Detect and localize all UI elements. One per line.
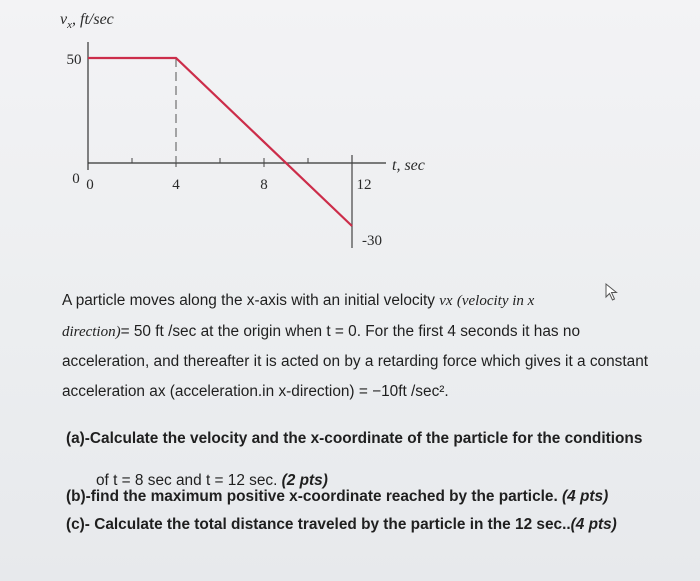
question-a-line1: (a)-Calculate the velocity and the x-coordinate of the particle for the conditions — [66, 430, 643, 447]
y-tick-0: 0 — [72, 171, 80, 187]
x-tick-label-8: 8 — [260, 177, 268, 193]
question-c: (c)- Calculate the total distance traveled by the particle in the 12 sec..(4 pts) — [66, 516, 617, 533]
question-a-line2: of t = 8 sec and t = 12 sec. (2 pts) — [96, 472, 328, 489]
problem-statement: A particle moves along the x-axis with an initial velocity vx (velocity in x direction)= 50 ft /sec at the origin when t = 0. For the first 4 seconds it has no acceleration, and thereafter it is acted on by a retarding force which gives it a constant acceleration ax (acceleration.in x-direction) = −10ft /sec². — [62, 292, 649, 400]
velocity-graph — [0, 0, 700, 281]
y-axis-label: $v_x$, ft/sec — [60, 11, 114, 31]
y-tick-minus-30: -30 — [362, 233, 382, 249]
x-axis-label: t, sec — [392, 157, 425, 174]
question-b: (b)-find the maximum positive x-coordinate reached by the particle. (4 pts) — [66, 488, 609, 505]
x-tick-label-4: 4 — [172, 177, 180, 193]
x-tick-label-12: 12 — [356, 177, 372, 193]
x-tick-label-0: 0 — [86, 177, 94, 193]
velocity-line — [88, 58, 352, 226]
mouse-pointer-icon — [604, 282, 620, 302]
y-tick-50: 50 — [66, 52, 82, 68]
